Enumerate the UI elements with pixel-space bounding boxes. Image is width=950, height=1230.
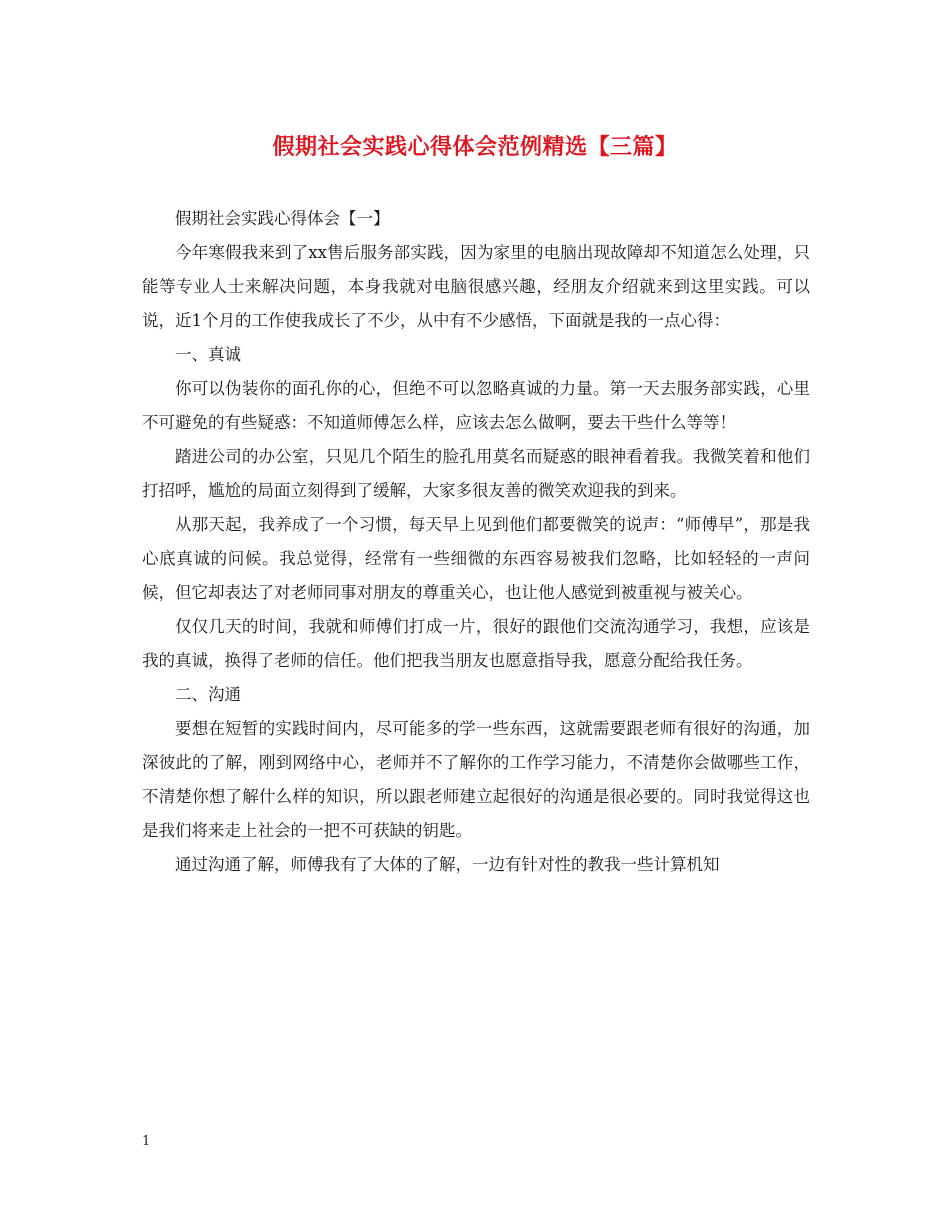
section-heading: 假期社会实践心得体会【一】 (175, 209, 390, 228)
body-paragraph: 要想在短暂的实践时间内，尽可能多的学一些东西，这就需要跟老师有很好的沟通，加深彼此的了解，刚到网络中心，老师并不了解你的工作学习能力，不清楚你会做哪些工作，不清楚你想了解什么样的知识，所以跟老师建立起很好的沟通是很必要的。同时我觉得这也是我们将来走上社会的一把不可获缺的钥匙。 (142, 719, 810, 840)
subsection-heading: 一、真诚 (175, 345, 241, 364)
page-number: 1 (142, 1134, 151, 1149)
subsection-heading: 二、沟通 (175, 685, 241, 704)
document-body (142, 202, 810, 882)
body-paragraph: 今年寒假我来到了xx售后服务部实践，因为家里的电脑出现故障却不知道怎么处理，只能等专业人士来解决问题，本身我就对电脑很感兴趣，经朋友介绍就来到这里实践。可以说，近1个月的工作使我成长了不少，从中有不少感悟，下面就是我的一点心得： (142, 243, 810, 330)
body-paragraph: 通过沟通了解，师傅我有了大体的了解，一边有针对性的教我一些计算机知 (175, 855, 720, 874)
body-paragraph: 踏进公司的办公室，只见几个陌生的脸孔用莫名而疑惑的眼神看着我。我微笑着和他们打招呼，尴尬的局面立刻得到了缓解，大家多很友善的微笑欢迎我的到来。 (142, 447, 810, 500)
body-paragraph: 你可以伪装你的面孔你的心，但绝不可以忽略真诚的力量。第一天去服务部实践，心里不可避免的有些疑惑：不知道师傅怎么样，应该去怎么做啊，要去干些什么等等！ (142, 379, 810, 432)
body-paragraph: 从那天起，我养成了一个习惯，每天早上见到他们都要微笑的说声：“师傅早”，那是我心底真诚的问候。我总觉得，经常有一些细微的东西容易被我们忽略，比如轻轻的一声问候，但它却表达了对老师同事对朋友的尊重关心，也让他人感觉到被重视与被关心。 (142, 515, 810, 602)
document-title: 假期社会实践心得体会范例精选【三篇】 (272, 134, 678, 160)
body-paragraph: 仅仅几天的时间，我就和师傅们打成一片，很好的跟他们交流沟通学习，我想，应该是我的真诚，换得了老师的信任。他们把我当朋友也愿意指导我，愿意分配给我任务。 (142, 617, 810, 670)
